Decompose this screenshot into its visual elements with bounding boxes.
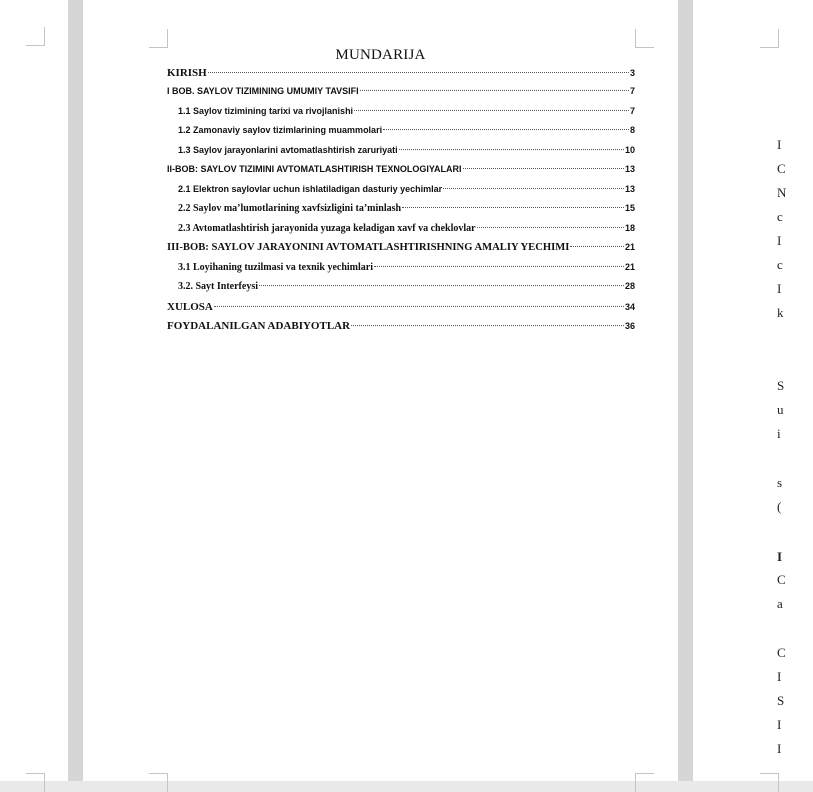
- toc-entry[interactable]: [167, 242, 635, 258]
- toc-entry-label: 1.3 Saylov jarayonlarini avtomatlashtirish zaruriyati: [178, 145, 398, 155]
- toc-entry-page: 34: [624, 302, 635, 312]
- toc-entry-label: FOYDALANILGAN ADABIYOTLAR: [167, 320, 351, 332]
- next-page-fragment: a: [777, 596, 783, 611]
- toc-entry[interactable]: [167, 164, 635, 180]
- toc-entry[interactable]: [167, 223, 635, 239]
- toc-entry-label: 2.2 Saylov ma’lumotlarining xavfsizligini ta’minlash: [178, 203, 402, 214]
- next-page-fragment: I: [777, 137, 782, 152]
- crop-mark-bottom-left: [760, 773, 779, 792]
- toc-entry[interactable]: [167, 145, 635, 161]
- toc-entry[interactable]: [167, 301, 635, 317]
- next-page-fragment: I: [777, 669, 782, 684]
- toc-entry-page: 36: [624, 321, 635, 331]
- next-page: [693, 0, 813, 781]
- toc-entry-label: II-BOB: SAYLOV TIZIMINI AVTOMATLASHTIRISH TEXNOLOGIYALARI: [167, 164, 462, 174]
- crop-mark-top-right: [635, 29, 654, 48]
- toc-entry-label: 2.3 Avtomatlashtirish jarayonida yuzaga keladigan xavf va cheklovlar: [178, 223, 476, 234]
- toc-entry-page: 8: [629, 125, 635, 135]
- next-page-fragment: C: [777, 161, 786, 176]
- next-page-fragment: s: [777, 475, 783, 490]
- toc-entry-page: 7: [629, 86, 635, 96]
- dot-leader: [214, 306, 624, 307]
- dot-leader: [570, 246, 624, 247]
- toc-entry[interactable]: [167, 320, 635, 336]
- dot-leader: [383, 129, 629, 130]
- dot-leader: [354, 110, 629, 111]
- toc-entry[interactable]: [167, 184, 635, 200]
- dot-leader: [463, 168, 624, 169]
- toc-entry[interactable]: [167, 125, 635, 141]
- toc-entry-page: 18: [624, 223, 635, 233]
- toc-entry-page: 13: [624, 184, 635, 194]
- toc-entry-page: 7: [629, 106, 635, 116]
- toc-entry-page: 15: [624, 203, 635, 213]
- next-page-fragment: N: [777, 185, 787, 200]
- crop-mark-top-left: [26, 27, 45, 46]
- next-page-fragment: I: [777, 233, 782, 248]
- toc-entry[interactable]: [167, 262, 635, 278]
- right-gutter: [678, 0, 693, 781]
- toc-entry[interactable]: [167, 86, 635, 102]
- toc-entry-label: I BOB. SAYLOV TIZIMINING UMUMIY TAVSIFI: [167, 86, 359, 96]
- next-page-fragment: I: [777, 717, 782, 732]
- toc-entry-label: 1.1 Saylov tizimining tarixi va rivojlanishi: [178, 106, 354, 116]
- toc-entry[interactable]: [167, 67, 635, 83]
- toc-entry[interactable]: [167, 106, 635, 122]
- toc-entry[interactable]: [167, 281, 635, 297]
- next-page-fragment: k: [777, 305, 784, 320]
- dot-leader: [402, 207, 624, 208]
- next-page-fragment: u: [777, 402, 784, 417]
- next-page-fragment: C: [777, 572, 786, 587]
- crop-mark-top-left: [760, 29, 779, 48]
- dot-leader: [208, 72, 629, 73]
- toc-entry-page: 21: [624, 262, 635, 272]
- dot-leader: [477, 227, 624, 228]
- crop-mark-bottom-left: [149, 773, 168, 792]
- dot-leader: [360, 90, 629, 91]
- next-page-fragment: C: [777, 645, 786, 660]
- dot-leader: [374, 266, 624, 267]
- dot-leader: [351, 325, 624, 326]
- toc-entry-page: 28: [624, 281, 635, 291]
- crop-mark-bottom-right: [635, 773, 654, 792]
- next-page-fragment: i: [777, 426, 781, 441]
- toc-entry-label: 3.2. Sayt Interfeysi: [178, 281, 258, 292]
- toc-entry-label: KIRISH: [167, 67, 207, 79]
- next-page-fragment: I: [777, 549, 783, 564]
- next-page-fragment: c: [777, 257, 783, 272]
- next-page-fragment: S: [777, 378, 785, 393]
- next-page-fragment: c: [777, 209, 783, 224]
- dot-leader: [443, 188, 624, 189]
- next-page-fragment: (: [777, 499, 782, 514]
- dot-leader: [399, 149, 624, 150]
- toc-entry-label: III-BOB: SAYLOV JARAYONINI AVTOMATLASHTIRISHNING AMALIY YECHIMI: [167, 242, 570, 253]
- toc-entry-page: 21: [624, 242, 635, 252]
- toc-entry-page: 10: [624, 145, 635, 155]
- crop-mark-top-left: [149, 29, 168, 48]
- toc-entry-label: 2.1 Elektron saylovlar uchun ishlatiladigan dasturiy yechimlar: [178, 184, 443, 194]
- dot-leader: [259, 285, 624, 286]
- toc-entry-page: 13: [624, 164, 635, 174]
- next-page-fragment: S: [777, 693, 785, 708]
- toc-entry-label: XULOSA: [167, 301, 213, 313]
- left-gutter: [68, 0, 83, 781]
- next-page-fragment: I: [777, 281, 782, 296]
- previous-page: [0, 0, 68, 781]
- toc-entry-page: 3: [629, 68, 635, 78]
- toc-entry[interactable]: [167, 203, 635, 219]
- toc-title: MUNDARIJA: [335, 47, 426, 63]
- crop-mark-bottom-left: [26, 773, 45, 792]
- toc-entry-label: 3.1 Loyihaning tuzilmasi va texnik yechimlari: [178, 262, 374, 273]
- toc-entry-label: 1.2 Zamonaviy saylov tizimlarining muammolari: [178, 125, 383, 135]
- next-page-fragment: I: [777, 741, 782, 756]
